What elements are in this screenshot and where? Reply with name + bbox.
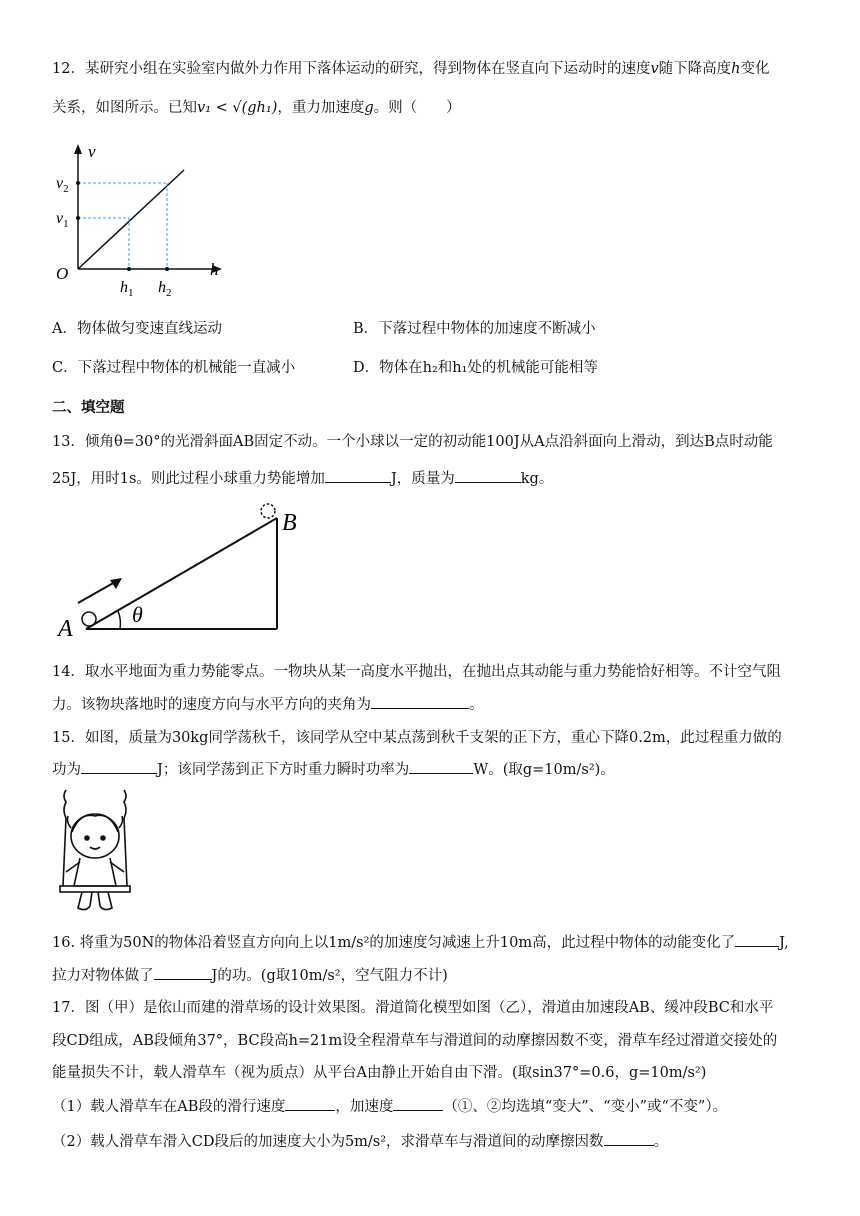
q13-blank-1: [325, 466, 391, 483]
h-axis-label: h: [210, 260, 219, 279]
q17-blank-3: [604, 1129, 654, 1146]
h2-label: $h_2$: [158, 279, 172, 299]
condition-formula: v₁ < √(gh₁): [197, 100, 278, 116]
q15-line1: 15．如图，质量为30kg同学荡秋千，该同学从空中某点荡到秋千支架的正下方，重心下降0.2m，此过程重力做的: [52, 730, 782, 746]
point-b-label: B: [282, 510, 297, 536]
q17-sub2: （2）载人滑草车滑入CD段后的加速度大小为5m/s²，求滑草车与滑道间的动摩擦因数 。: [52, 1124, 810, 1160]
q17-blank-1: [285, 1094, 335, 1111]
q16-blank-2: [154, 963, 212, 980]
q17-line2: 段CD组成，AB段倾角37°，BC段高h=21m设全程滑草车与滑道间的动摩擦因数不变，滑草车经过滑道交接处的: [52, 1033, 778, 1049]
h1-label: $h_1$: [120, 279, 134, 299]
origin-label: O: [56, 264, 69, 283]
q16-blank-1: [735, 930, 779, 947]
q13-blank-2: [455, 466, 521, 483]
q13-line1: 13．倾角θ=30°的光滑斜面AB固定不动。一个小球以一定的初动能100J从A点沿斜面向上滑动，到达B点时动能: [52, 434, 773, 450]
v2-label: $v_2$: [56, 175, 69, 195]
q12-option-d: D．物体在h₂和h₁处的机械能可能相等: [353, 360, 598, 376]
v-axis-label: v: [88, 142, 96, 161]
q14-line2: 力。该物块落地时的速度方向与水平方向的夹角为 。: [52, 687, 810, 723]
swing-girl-illustration: [52, 786, 138, 916]
point-a-label: A: [58, 616, 73, 640]
q17-sub1: （1）载人滑草车在AB段的滑行速度 ，加速度 （①、②均选填“变大”、“变小”或“不变”）。: [52, 1089, 810, 1125]
incline-figure: [52, 500, 312, 640]
q13-line2: 25J，用时1s。则此过程小球重力势能增加 J，质量为 kg。: [52, 461, 810, 497]
q12-option-c: C．下落过程中物体的机械能一直减小: [52, 360, 296, 376]
q15-line2: 功为 J；该同学荡到正下方时重力瞬时功率为 W。(取g=10m/s²)。: [52, 752, 810, 788]
v-h-graph: [52, 138, 232, 300]
q17-blank-2: [393, 1094, 443, 1111]
q15-blank-1: [81, 757, 157, 774]
q16-line1: 16. 将重为50N的物体沿着竖直方向向上以1m/s²的加速度匀减速上升10m高，此过程中物体的动能变化了 J,: [52, 925, 810, 961]
q17-line1: 17．图（甲）是依山而建的滑草场的设计效果图。滑道简化模型如图（乙），滑道由加速段AB、缓冲段BC和水平: [52, 1000, 774, 1016]
section-title: 二、填空题: [52, 399, 125, 416]
q15-blank-2: [409, 757, 473, 774]
v1-label: $v_1$: [56, 210, 69, 230]
q14-blank: [371, 692, 469, 709]
q12-option-b: B．下落过程中物体的加速度不断减小: [353, 321, 596, 337]
q12-option-a: A．物体做匀变速直线运动: [52, 321, 222, 337]
q16-line2: 拉力对物体做了 J的功。(g取10m/s²，空气阻力不计): [52, 958, 810, 994]
q12-line2: 关系，如图所示。已知v₁ < √(gh₁)，重力加速度g。则（ ）: [52, 100, 461, 116]
q17-line3: 能量损失不计，载人滑草车（视为质点）从平台A由静止开始自由下滑。(取sin37°=0.6，g=10m/s²): [52, 1065, 707, 1081]
theta-label: θ: [132, 602, 143, 627]
q14-line1: 14．取水平地面为重力势能零点。一物块从某一高度水平抛出，在抛出点其动能与重力势能恰好相等。不计空气阻: [52, 664, 781, 680]
q12-line1: 12．某研究小组在实验室内做外力作用下落体运动的研究，得到物体在竖直向下运动时的速度v随下降高度h变化: [52, 61, 770, 77]
